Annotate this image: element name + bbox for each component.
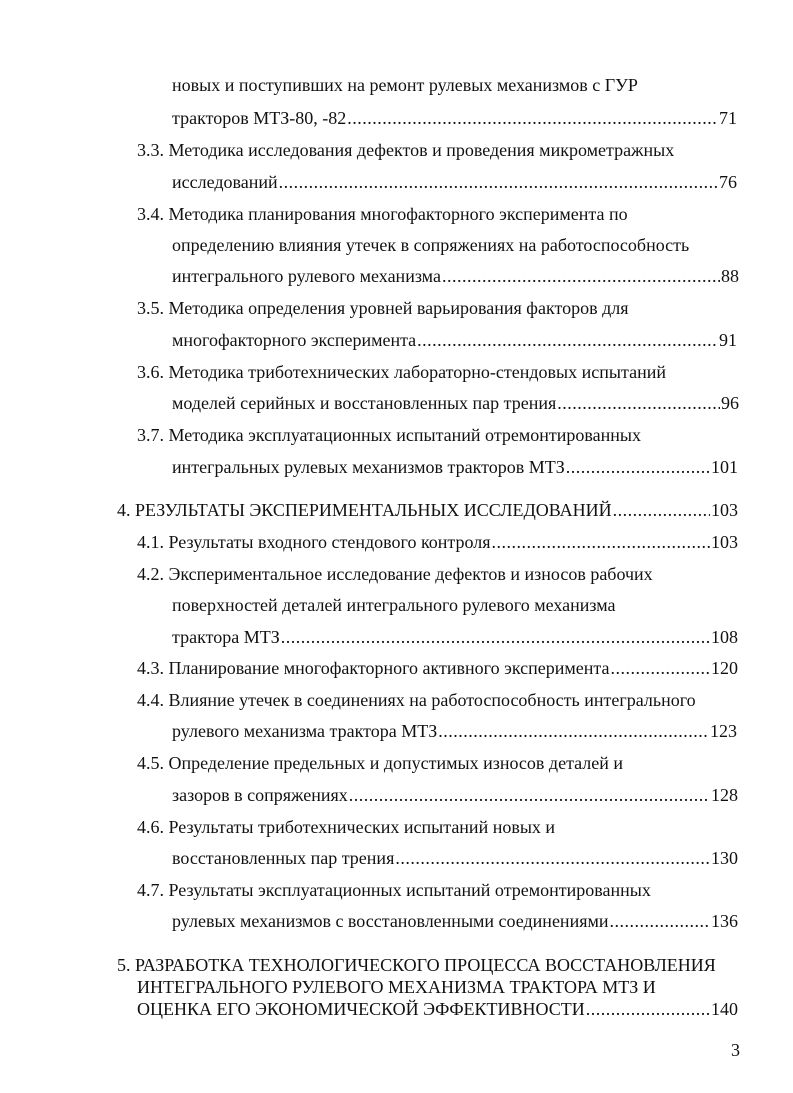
toc-line: [137, 139, 674, 161]
toc-line: [172, 594, 616, 616]
toc-page-ref: 140: [711, 999, 738, 1019]
toc-line: [172, 626, 738, 648]
toc-line-text: тракторов МТЗ-80, -82: [172, 108, 347, 128]
toc-line-text: моделей серийных и восстановленных пар трения: [172, 393, 557, 413]
toc-line-text: рулевых механизмов с восстановленными соединениями: [172, 911, 609, 931]
toc-line-text: новых и поступивших на ремонт рулевых механизмов с ГУР: [172, 75, 638, 95]
toc-line: [172, 107, 737, 129]
toc-page-ref: 108: [711, 627, 738, 647]
toc-page-ref: 103: [711, 500, 738, 520]
toc-line-text: поверхностей деталей интегрального рулевого механизма: [172, 595, 616, 615]
toc-line-text: интегральных рулевых механизмов тракторов МТЗ: [172, 457, 565, 477]
toc-line-text: зазоров в сопряжениях: [172, 785, 348, 805]
toc-line-text: 3.7. Методика эксплуатационных испытаний отремонтированных: [137, 425, 642, 445]
leader-dots: [395, 847, 710, 869]
toc-line: [137, 879, 651, 901]
toc-page-ref: 101: [711, 457, 738, 477]
toc-line-text: 4.2. Экспериментальное исследование дефектов и износов рабочих: [137, 564, 653, 584]
toc-line: [137, 203, 628, 225]
toc-line: [172, 329, 737, 351]
toc-line: [172, 171, 737, 193]
toc-section-heading: [137, 976, 656, 998]
leader-dots: [610, 910, 711, 932]
toc-line-text: 5. РАЗРАБОТКА ТЕХНОЛОГИЧЕСКОГО ПРОЦЕССА ВОССТАНОВЛЕНИЯ: [117, 955, 716, 975]
toc-line: [137, 816, 555, 838]
leader-dots: [557, 392, 720, 414]
toc-line: [172, 456, 738, 478]
toc-line-text: ИНТЕГРАЛЬНОГО РУЛЕВОГО МЕХАНИЗМА ТРАКТОРА МТЗ И: [137, 977, 656, 997]
toc-line-text: 4. РЕЗУЛЬТАТЫ ЭКСПЕРИМЕНТАЛЬНЫХ ИССЛЕДОВАНИЙ: [117, 500, 612, 520]
toc-section-heading: [117, 954, 716, 976]
toc-page-ref: 128: [711, 785, 738, 805]
toc-line-text: 3.6. Методика триботехнических лабораторно-стендовых испытаний: [137, 362, 666, 382]
toc-page-ref: 123: [710, 721, 737, 741]
leader-dots: [610, 657, 710, 679]
toc-line: [172, 720, 737, 742]
leader-dots: [417, 329, 718, 351]
toc-line: [137, 752, 623, 774]
toc-line-text: многофакторного эксперимента: [172, 330, 417, 350]
leader-dots: [347, 107, 718, 129]
toc-line-text: 4.1. Результаты входного стендового контроля: [137, 532, 491, 552]
leader-dots: [586, 998, 710, 1020]
leader-dots: [566, 456, 710, 478]
toc-line-text: 4.4. Влияние утечек в соединениях на работоспособность интегрального: [137, 690, 696, 710]
toc-line-text: 4.6. Результаты триботехнических испытаний новых и: [137, 817, 556, 837]
toc-line-text: определению влияния утечек в сопряжениях на работоспособность: [172, 235, 690, 255]
toc-line: [137, 531, 738, 553]
toc-line-text: трактора МТЗ: [172, 627, 280, 647]
toc-line: [172, 910, 738, 932]
toc-line-text: 4.7. Результаты эксплуатационных испытаний отремонтированных: [137, 880, 651, 900]
toc-line: [137, 657, 738, 679]
toc-line: [137, 424, 641, 446]
leader-dots: [613, 499, 710, 521]
toc-line: [137, 361, 666, 383]
toc-line-text: 4.3. Планирование многофакторного активного эксперимента: [137, 658, 610, 678]
toc-line-text: 3.5. Методика определения уровней варьирования факторов для: [137, 298, 629, 318]
toc-line: [172, 74, 638, 96]
leader-dots: [349, 784, 710, 806]
toc-page-ref: 96: [721, 393, 739, 413]
toc-page-ref: 120: [711, 658, 738, 678]
leader-dots: [438, 720, 709, 742]
toc-line-text: восстановленных пар трения: [172, 848, 395, 868]
toc-page-ref: 71: [719, 108, 737, 128]
toc-line-text: интегрального рулевого механизма: [172, 266, 441, 286]
toc-page-ref: 130: [711, 848, 738, 868]
toc-line-text: ОЦЕНКА ЕГО ЭКОНОМИЧЕСКОЙ ЭФФЕКТИВНОСТИ: [137, 999, 585, 1019]
toc-page-ref: 103: [711, 532, 738, 552]
leader-dots: [492, 531, 710, 553]
toc-line-text: 3.3. Методика исследования дефектов и проведения микрометражных: [137, 140, 675, 160]
toc-line: [172, 392, 739, 414]
leader-dots: [442, 265, 720, 287]
toc-section-heading: [117, 499, 738, 521]
toc-line: [172, 265, 739, 287]
toc-page-ref: 88: [721, 266, 739, 286]
toc-page-ref: 76: [719, 172, 737, 192]
toc-line-text: исследований: [172, 172, 278, 192]
toc-line: [172, 847, 738, 869]
toc-line: [137, 689, 696, 711]
toc-line: [172, 784, 738, 806]
toc-line-text: рулевого механизма трактора МТЗ: [172, 721, 438, 741]
toc-page-ref: 136: [711, 911, 738, 931]
leader-dots: [279, 171, 718, 193]
toc-line: [172, 234, 689, 256]
toc-line: [137, 297, 629, 319]
toc-line-text: 3.4. Методика планирования многофакторного эксперимента по: [137, 204, 628, 224]
toc-line-text: 4.5. Определение предельных и допустимых износов деталей и: [137, 753, 624, 773]
page-number: 3: [731, 1040, 740, 1060]
toc-section-heading: [137, 998, 738, 1020]
toc-line: [137, 563, 653, 585]
leader-dots: [281, 626, 710, 648]
toc-page-ref: 91: [719, 330, 737, 350]
